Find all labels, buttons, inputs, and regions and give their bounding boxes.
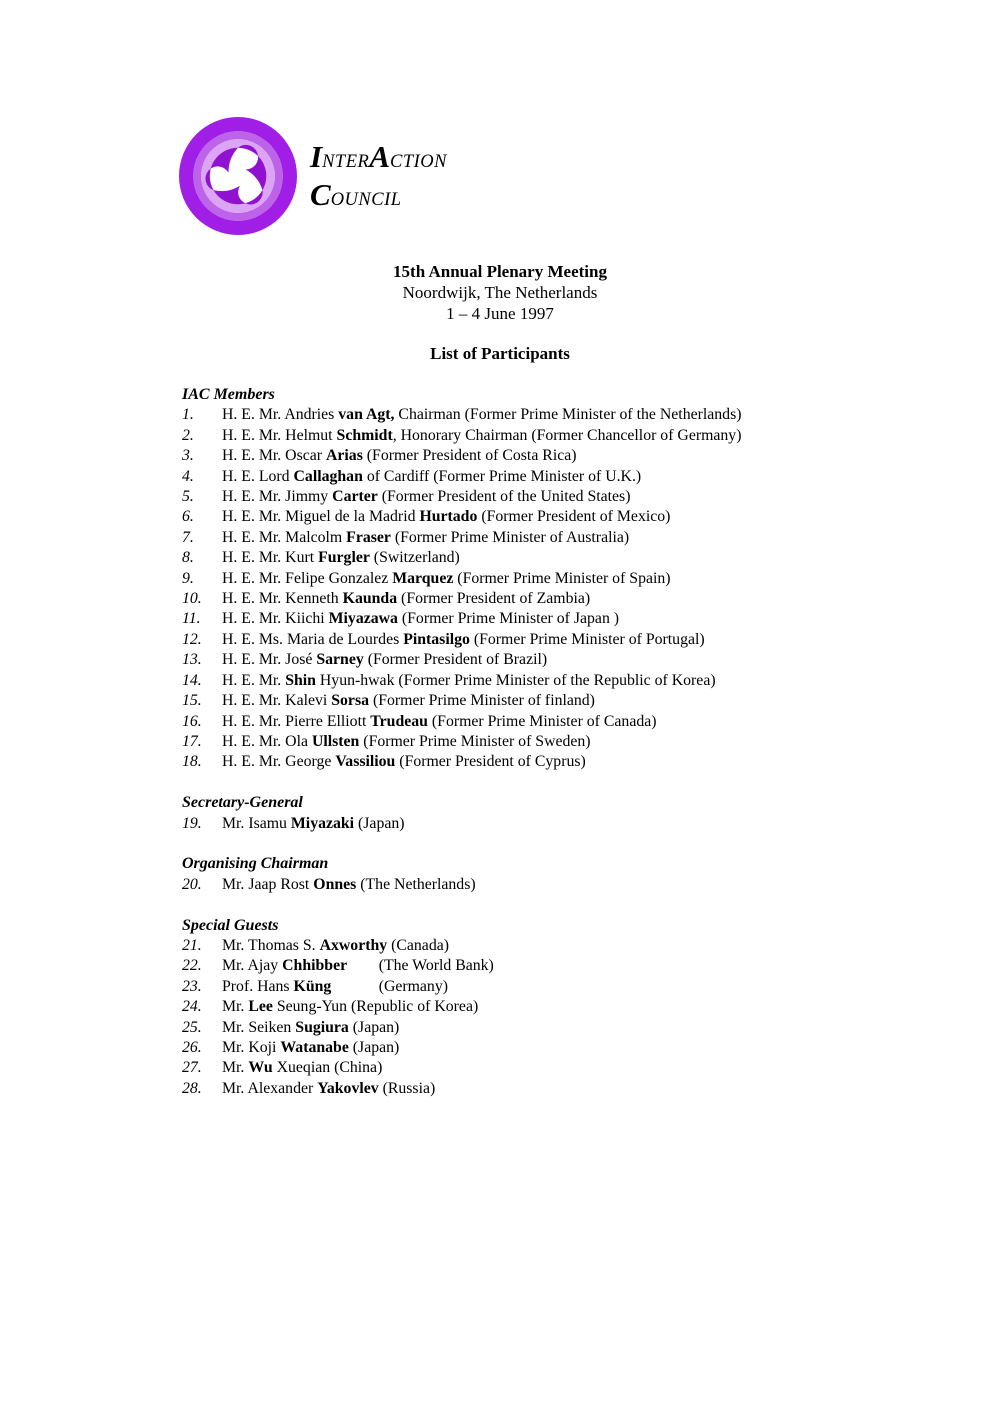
- participant-text-segment: Mr. Isamu: [222, 814, 291, 832]
- participant-row: [182, 1079, 882, 1099]
- participant-row: [182, 956, 882, 976]
- participant-number: 23.: [182, 977, 202, 995]
- participant-text-segment: (Germany): [331, 977, 448, 995]
- participant-number: 2.: [182, 426, 194, 444]
- participant-text-segment: Seung-Yun (Republic of Korea): [272, 998, 479, 1016]
- participant-text-segment: Prof. Hans: [222, 977, 294, 995]
- participant-text: [222, 650, 547, 670]
- participant-text-segment: H. E. Mr.: [222, 671, 286, 689]
- participant-text: [222, 997, 478, 1017]
- participant-text-segment: Mr. Jaap Rost: [222, 875, 314, 893]
- section: [182, 916, 882, 1100]
- participant-name-bold: Miyazaki: [290, 814, 355, 832]
- participant-name-bold: Callaghan: [293, 467, 363, 485]
- participant-name-bold: Yakovlev: [317, 1079, 379, 1097]
- participant-text: [222, 691, 595, 711]
- section-heading: Secretary-General: [182, 794, 303, 812]
- participant-row: [182, 875, 882, 895]
- participant-text-segment: H. E. Lord: [222, 467, 294, 485]
- participant-text-segment: (Former President of Costa Rica): [362, 447, 577, 465]
- participant-name-bold: Sarney: [316, 651, 364, 669]
- participant-text-segment: (Switzerland): [369, 549, 460, 567]
- participant-text: [222, 405, 741, 425]
- participant-row: [182, 936, 882, 956]
- section: [182, 854, 882, 895]
- participant-name-bold: Kaunda: [342, 590, 398, 608]
- participant-row: [182, 426, 882, 446]
- brand-large-letter: C: [310, 177, 331, 212]
- participant-text-segment: Xueqian (China): [272, 1059, 383, 1077]
- participant-text: [222, 712, 657, 732]
- participant-name-bold: Shin: [285, 671, 316, 689]
- participant-name-bold: Fraser: [346, 528, 391, 546]
- participant-text-segment: (Japan): [348, 1018, 400, 1036]
- participants: [182, 385, 882, 1099]
- triskelion-swirl-icon: [205, 143, 271, 209]
- participant-name-bold: Trudeau: [370, 712, 428, 730]
- participant-text-segment: (Former Prime Minister of Spain): [453, 569, 671, 587]
- participant-text-segment: (Former Prime Minister of Japan ): [397, 610, 620, 628]
- participant-text-segment: (Former Prime Minister of Canada): [427, 712, 657, 730]
- participant-name-bold: Marquez: [392, 569, 454, 587]
- participant-row: [182, 446, 882, 466]
- participant-text: [222, 528, 629, 548]
- participant-row: [182, 569, 882, 589]
- participant-number: 25.: [182, 1018, 202, 1036]
- participant-text: [222, 589, 590, 609]
- participant-row: [182, 630, 882, 650]
- participant-number: 13.: [182, 651, 202, 669]
- participant-text: [222, 507, 670, 527]
- brand-small-caps: OUNCIL: [330, 190, 402, 210]
- participant-number: 5.: [182, 488, 194, 506]
- participant-name-bold: Ullsten: [311, 732, 360, 750]
- section: [182, 385, 882, 773]
- participant-text-segment: (Japan): [354, 814, 405, 832]
- participant-number: 28.: [182, 1079, 202, 1097]
- participant-text-segment: Mr. Alexander: [222, 1079, 318, 1097]
- participant-number: 7.: [182, 528, 194, 546]
- participant-name-bold: Lee: [248, 998, 273, 1016]
- participant-text-segment: (Former Prime Minister of finland): [369, 692, 595, 710]
- participant-row: [182, 691, 882, 711]
- participant-row: [182, 752, 882, 772]
- participant-text-segment: (Former Prime Minister of Australia): [390, 528, 630, 546]
- participant-text-segment: (Former Prime Minister of Sweden): [359, 732, 591, 750]
- participant-text-segment: (The Netherlands): [356, 875, 476, 893]
- participant-name-bold: Hurtado: [419, 508, 478, 526]
- participant-number: 6.: [182, 508, 194, 526]
- participant-text-segment: (Japan): [348, 1038, 400, 1056]
- participant-text: [222, 875, 476, 895]
- participant-number: 26.: [182, 1038, 202, 1056]
- participant-number: 10.: [182, 590, 202, 608]
- participant-text: [222, 609, 619, 629]
- participant-text-segment: H. E. Mr. Kurt: [222, 549, 319, 567]
- section-heading: Organising Chairman: [182, 855, 329, 873]
- participant-text-segment: H. E. Mr. Kiichi: [222, 610, 329, 628]
- brand-large-letter: I: [310, 139, 323, 174]
- participant-number: 4.: [182, 467, 194, 485]
- meeting-location: Noordwijk, The Netherlands: [402, 283, 598, 302]
- participant-name-bold: Küng: [293, 977, 332, 995]
- participant-row: [182, 487, 882, 507]
- participant-text-segment: (Former President of the United States): [377, 488, 631, 506]
- participant-row: [182, 712, 882, 732]
- participant-number: 20.: [182, 875, 202, 893]
- section-heading: IAC Members: [182, 386, 275, 403]
- participant-text: [222, 671, 716, 691]
- brand-logotype: [310, 138, 447, 214]
- participant-text-segment: (Former President of Mexico): [477, 508, 671, 526]
- brand-line-council: [310, 176, 447, 214]
- participant-text: [222, 426, 741, 446]
- participant-row: [182, 814, 882, 834]
- participant-number: 27.: [182, 1059, 202, 1077]
- participant-name-bold: Chhibber: [282, 957, 348, 975]
- participant-text-segment: (Former Prime Minister of Portugal): [469, 630, 705, 648]
- participant-text-segment: H. E. Mr. Oscar: [222, 447, 326, 465]
- participant-name-bold: Arias: [325, 447, 363, 465]
- participant-text: [222, 977, 448, 997]
- participant-row: [182, 997, 882, 1017]
- participant-name-bold: Miyazawa: [328, 610, 398, 628]
- meeting-title: 15th Annual Plenary Meeting: [393, 262, 607, 281]
- participant-text-segment: (Canada): [387, 936, 449, 954]
- participant-name-bold: Onnes: [313, 875, 357, 893]
- participant-text-segment: H. E. Mr. Malcolm: [222, 528, 347, 546]
- participant-number: 8.: [182, 549, 194, 567]
- participant-text-segment: H. E. Mr. Andries: [222, 406, 339, 424]
- participant-text-segment: H. E. Mr. Helmut: [222, 426, 337, 444]
- participant-text-segment: Mr. Koji: [222, 1038, 281, 1056]
- participant-text-segment: H. E. Mr. José: [222, 651, 317, 669]
- participant-text-segment: Hyun-hwak (Former Prime Minister of the Republic of Korea): [315, 671, 716, 689]
- interaction-council-logo: [179, 117, 297, 235]
- participant-text: [222, 467, 641, 487]
- participant-text-segment: Mr. Thomas S.: [222, 936, 320, 954]
- participant-name-bold: Schmidt: [336, 426, 393, 444]
- brand-small-caps: CTION: [390, 152, 447, 172]
- participant-text-segment: H. E. Ms. Maria de Lourdes: [222, 630, 404, 648]
- participant-row: [182, 528, 882, 548]
- participant-text: [222, 630, 705, 650]
- participant-text: [222, 936, 449, 956]
- participant-row: [182, 589, 882, 609]
- participant-text: [222, 1079, 435, 1099]
- participant-text: [222, 956, 494, 976]
- participant-text-segment: of Cardiff (Former Prime Minister of U.K.): [362, 467, 642, 485]
- participant-number: 1.: [182, 406, 194, 424]
- participant-row: [182, 671, 882, 691]
- participant-number: 19.: [182, 814, 202, 832]
- participant-row: [182, 1018, 882, 1038]
- brand-small-caps: NTER: [322, 152, 370, 172]
- participant-text-segment: (Former President of Cyprus): [395, 753, 586, 771]
- participant-text: [222, 548, 460, 568]
- participant-number: 15.: [182, 692, 202, 710]
- participant-row: [182, 650, 882, 670]
- participant-text: [222, 1018, 399, 1038]
- participant-text-segment: H. E. Mr. Felipe Gonzalez: [222, 569, 393, 587]
- participant-text-segment: Mr.: [222, 1059, 249, 1077]
- participant-text-segment: Mr. Ajay: [222, 957, 283, 975]
- participant-row: [182, 507, 882, 527]
- participant-text-segment: H. E. Mr. Miguel de la Madrid: [222, 508, 420, 526]
- participant-text: [222, 752, 586, 772]
- participant-name-bold: Wu: [248, 1059, 273, 1077]
- participant-text: [222, 1058, 382, 1078]
- participant-name-bold: Furgler: [318, 549, 370, 567]
- participant-name-bold: Pintasilgo: [403, 630, 470, 648]
- participant-row: [182, 732, 882, 752]
- participant-number: 3.: [182, 447, 194, 465]
- participant-row: [182, 405, 882, 425]
- participant-name-bold: Carter: [332, 488, 378, 506]
- participant-text-segment: (Former President of Brazil): [363, 651, 548, 669]
- participant-name-bold: Vassiliou: [335, 753, 396, 771]
- brand-line-interaction: [310, 138, 447, 176]
- participant-text-segment: (The World Bank): [347, 957, 494, 975]
- participant-row: [182, 467, 882, 487]
- participant-number: 24.: [182, 998, 202, 1016]
- participant-row: [182, 977, 882, 997]
- participant-text: [222, 732, 591, 752]
- participant-name-bold: Axworthy: [319, 936, 388, 954]
- participant-text-segment: H. E. Mr. George: [222, 753, 336, 771]
- participant-name-bold: Watanabe: [280, 1038, 349, 1056]
- participant-text-segment: , Honorary Chairman (Former Chancellor of Germany): [392, 426, 742, 444]
- participant-number: 21.: [182, 936, 202, 954]
- participant-row: [182, 548, 882, 568]
- participant-number: 17.: [182, 732, 202, 750]
- participant-number: 16.: [182, 712, 202, 730]
- brand-large-letter: A: [369, 139, 390, 174]
- participant-row: [182, 1058, 882, 1078]
- section: [182, 793, 882, 834]
- participant-text: [222, 1038, 399, 1058]
- participant-text-segment: H. E. Mr. Kenneth: [222, 590, 343, 608]
- participant-text-segment: H. E. Mr. Jimmy: [222, 488, 333, 506]
- participant-text: [222, 814, 405, 834]
- participant-number: 9.: [182, 569, 194, 587]
- participant-text-segment: Chairman (Former Prime Minister of the Netherlands): [394, 406, 742, 424]
- participant-text-segment: Mr. Seiken: [222, 1018, 296, 1036]
- page-title: List of Participants: [430, 344, 570, 363]
- participant-text-segment: Mr.: [222, 998, 249, 1016]
- participant-text-segment: H. E. Mr. Kalevi: [222, 692, 332, 710]
- participant-number: 12.: [182, 630, 202, 648]
- participant-text-segment: (Russia): [378, 1079, 436, 1097]
- participant-number: 18.: [182, 753, 202, 771]
- participant-number: 11.: [182, 610, 201, 628]
- participant-text: [222, 569, 671, 589]
- participant-name-bold: van Agt,: [338, 406, 395, 424]
- participant-text-segment: H. E. Mr. Ola: [222, 732, 312, 750]
- section-heading: Special Guests: [182, 916, 279, 934]
- participant-name-bold: Sugiura: [295, 1018, 349, 1036]
- participant-row: [182, 609, 882, 629]
- participant-text-segment: H. E. Mr. Pierre Elliott: [222, 712, 371, 730]
- participant-name-bold: Sorsa: [331, 692, 369, 710]
- participant-number: 14.: [182, 671, 202, 689]
- participant-row: [182, 1038, 882, 1058]
- meeting-dates: 1 – 4 June 1997: [446, 304, 554, 323]
- participant-text-segment: (Former President of Zambia): [397, 590, 591, 608]
- meeting-header: [0, 261, 1000, 324]
- participant-number: 22.: [182, 957, 202, 975]
- participant-text: [222, 487, 630, 507]
- participant-text: [222, 446, 577, 466]
